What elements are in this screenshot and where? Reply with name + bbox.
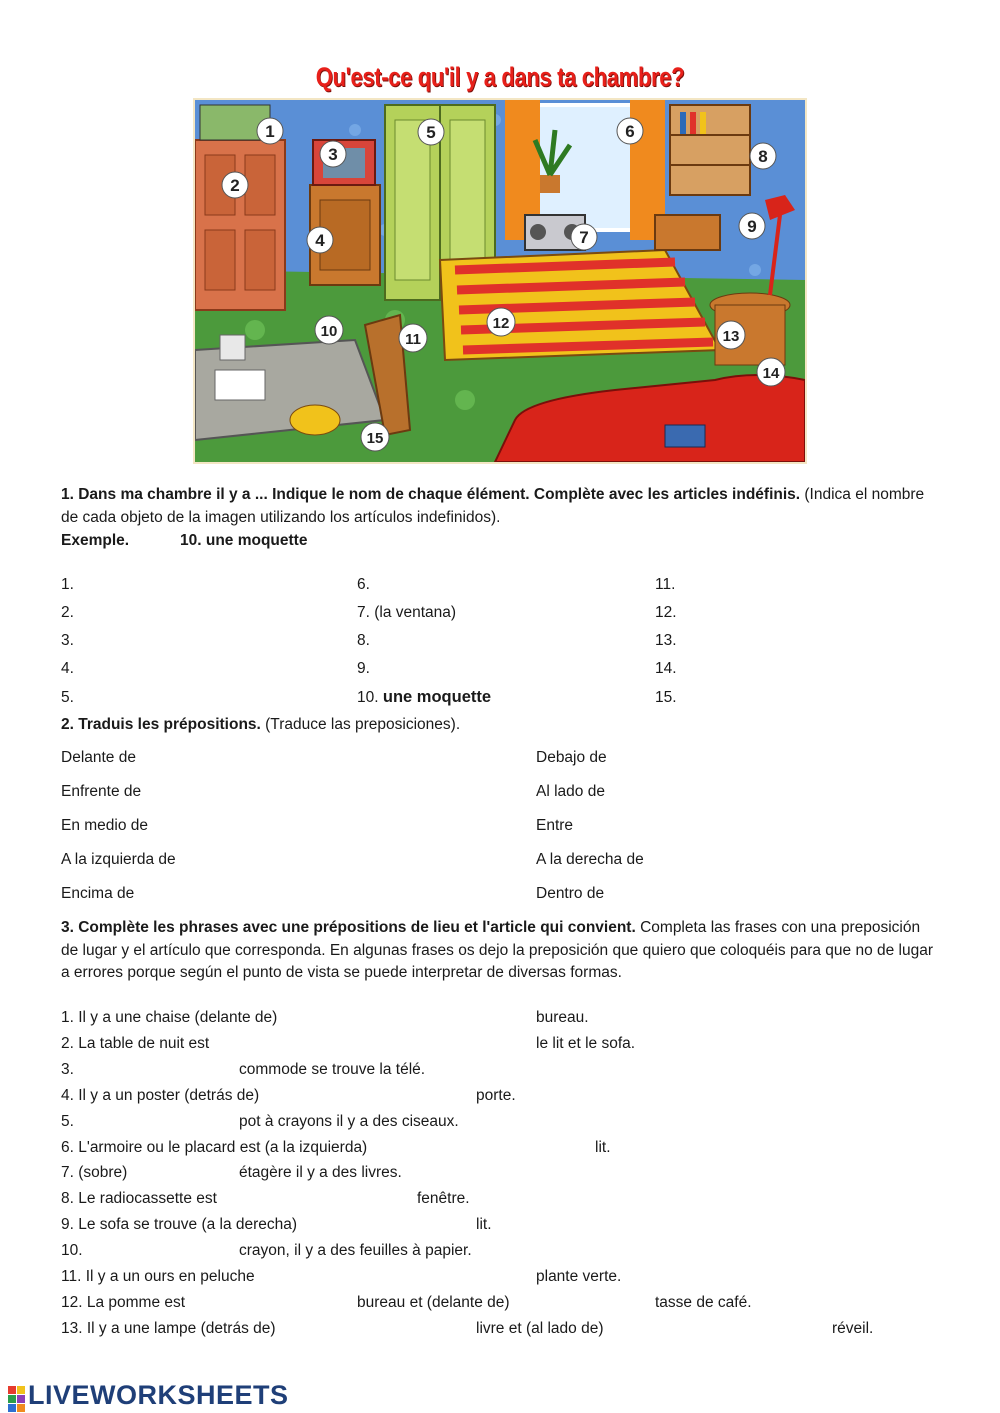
page-title: Qu'est-ce qu'il y a dans ta chambre? [315, 62, 685, 92]
prep-left-3: En medio de [61, 817, 149, 834]
sentence-5-start: 5. [61, 1113, 74, 1130]
ex1-item-14: 14. [655, 660, 677, 677]
label-1: 1 [265, 122, 275, 141]
sentence-7-start: 7. (sobre) [61, 1164, 128, 1181]
label-7: 7 [579, 228, 589, 247]
prep-left-2: Enfrente de [61, 783, 142, 800]
sentence-11-start: 11. Il y a un ours en peluche [61, 1268, 255, 1285]
sentence-5-end: pot à crayons il y a des ciseaux. [239, 1113, 459, 1130]
label-13: 13 [722, 328, 740, 345]
exercise-1-heading [61, 484, 939, 529]
sentence-9-end: lit. [476, 1216, 492, 1233]
prep-right-1: Debajo de [536, 749, 607, 766]
label-9: 9 [747, 217, 757, 236]
sentence-11-end: plante verte. [536, 1268, 622, 1285]
ex1-item-13: 13. [655, 632, 677, 649]
exercise-2-heading [61, 716, 460, 734]
exercise-3-heading-bold: 3. Complète les phrases avec une prépositions de lieu et l'article qui convient. [61, 919, 636, 936]
sentence-13-end: réveil. [832, 1320, 874, 1337]
label-6: 6 [625, 122, 635, 141]
sentence-7-end: étagère il y a des livres. [239, 1164, 402, 1181]
sentence-2-start: 2. La table de nuit est [61, 1035, 210, 1052]
sentence-3-end: commode se trouve la télé. [239, 1061, 426, 1078]
sentence-6-start: 6. L'armoire ou le placard est (a la izquierda) [61, 1139, 368, 1156]
label-2: 2 [230, 176, 240, 195]
ex1-item-7: 7. (la ventana) [357, 604, 457, 621]
example-value: 10. une moquette [180, 532, 308, 549]
label-15: 15 [366, 430, 384, 447]
ex1-item-9: 9. [357, 660, 370, 677]
sentence-1-start: 1. Il y a une chaise (delante de) [61, 1009, 278, 1026]
ex1-item-10 [357, 688, 491, 707]
ex1-item-3: 3. [61, 632, 74, 649]
sentence-10-start: 10. [61, 1242, 83, 1259]
exercise-1-heading-bold: 1. Dans ma chambre il y a ... Indique le nom de chaque élément. Complète avec les articles indéfinis. [61, 486, 801, 503]
label-3: 3 [328, 145, 338, 164]
ex1-item-11: 11. [655, 576, 676, 593]
sentence-1-end: bureau. [536, 1009, 589, 1026]
prep-left-1: Delante de [61, 749, 136, 766]
ex1-item-1: 1. [61, 576, 74, 593]
sentence-2-end: le lit et le sofa. [536, 1035, 636, 1052]
sentence-8-end: fenêtre. [417, 1190, 470, 1207]
exercise-3-heading-rest: Completa las frases con una preposición de lugar y el artículo que corresponda. En algunas frases os dejo la preposición que quiero que coloquéis para que no de lugar a errores porque según el punto de vista se puede interpretar de diversas formas. [61, 919, 934, 981]
label-4: 4 [315, 231, 325, 250]
sentence-13-middle: livre et (al lado de) [476, 1320, 604, 1337]
prep-right-5: Dentro de [536, 885, 605, 902]
label-14: 14 [762, 365, 780, 382]
label-10: 10 [320, 323, 338, 340]
exercise-2-heading-bold: 2. Traduis les prépositions. [61, 716, 261, 733]
sentence-12-start: 12. La pomme est [61, 1294, 186, 1311]
ex1-item-8: 8. [357, 632, 370, 649]
number-labels [195, 100, 805, 462]
prep-right-2: Al lado de [536, 783, 605, 800]
label-8: 8 [758, 147, 768, 166]
sentence-6-end: lit. [595, 1139, 611, 1156]
sentence-12-end: tasse de café. [655, 1294, 752, 1311]
brand-name: LIVEWORKSHEETS [28, 1380, 289, 1410]
ex1-item-15: 15. [655, 689, 677, 706]
sentence-13-start: 13. Il y a une lampe (detrás de) [61, 1320, 276, 1337]
label-12: 12 [492, 315, 510, 332]
sentence-8-start: 8. Le radiocassette est [61, 1190, 217, 1207]
prep-right-4: A la derecha de [536, 851, 644, 868]
sentence-12-middle: bureau et (delante de) [357, 1294, 510, 1311]
ex1-item-12: 12. [655, 604, 677, 621]
sentence-4-start: 4. Il y a un poster (detrás de) [61, 1087, 260, 1104]
ex1-item-5: 5. [61, 689, 74, 706]
exercise-1-heading-rest: (Indica el nombre de cada objeto de la imagen utilizando los artículos indefinidos). [61, 486, 925, 526]
exercise-3-heading [61, 917, 939, 985]
exercise-2-heading-rest: (Traduce las preposiciones). [260, 716, 461, 733]
ex1-item-6: 6. [357, 576, 370, 593]
ex1-item-10-number: 10. [357, 689, 379, 706]
sentence-4-end: porte. [476, 1087, 516, 1104]
sentence-10-end: crayon, il y a des feuilles à papier. [239, 1242, 472, 1259]
prep-left-4: A la izquierda de [61, 851, 176, 868]
bedroom-illustration [193, 98, 807, 464]
sentence-9-start: 9. Le sofa se trouve (a la derecha) [61, 1216, 298, 1233]
label-11: 11 [405, 331, 421, 348]
ex1-item-4: 4. [61, 660, 74, 677]
sentence-3-start: 3. [61, 1061, 74, 1078]
ex1-item-10-answer: une moquette [382, 688, 492, 706]
ex1-item-2: 2. [61, 604, 74, 621]
example-label: Exemple. [61, 532, 130, 549]
prep-right-3: Entre [536, 817, 574, 834]
prep-left-5: Encima de [61, 885, 135, 902]
label-5: 5 [426, 123, 436, 142]
